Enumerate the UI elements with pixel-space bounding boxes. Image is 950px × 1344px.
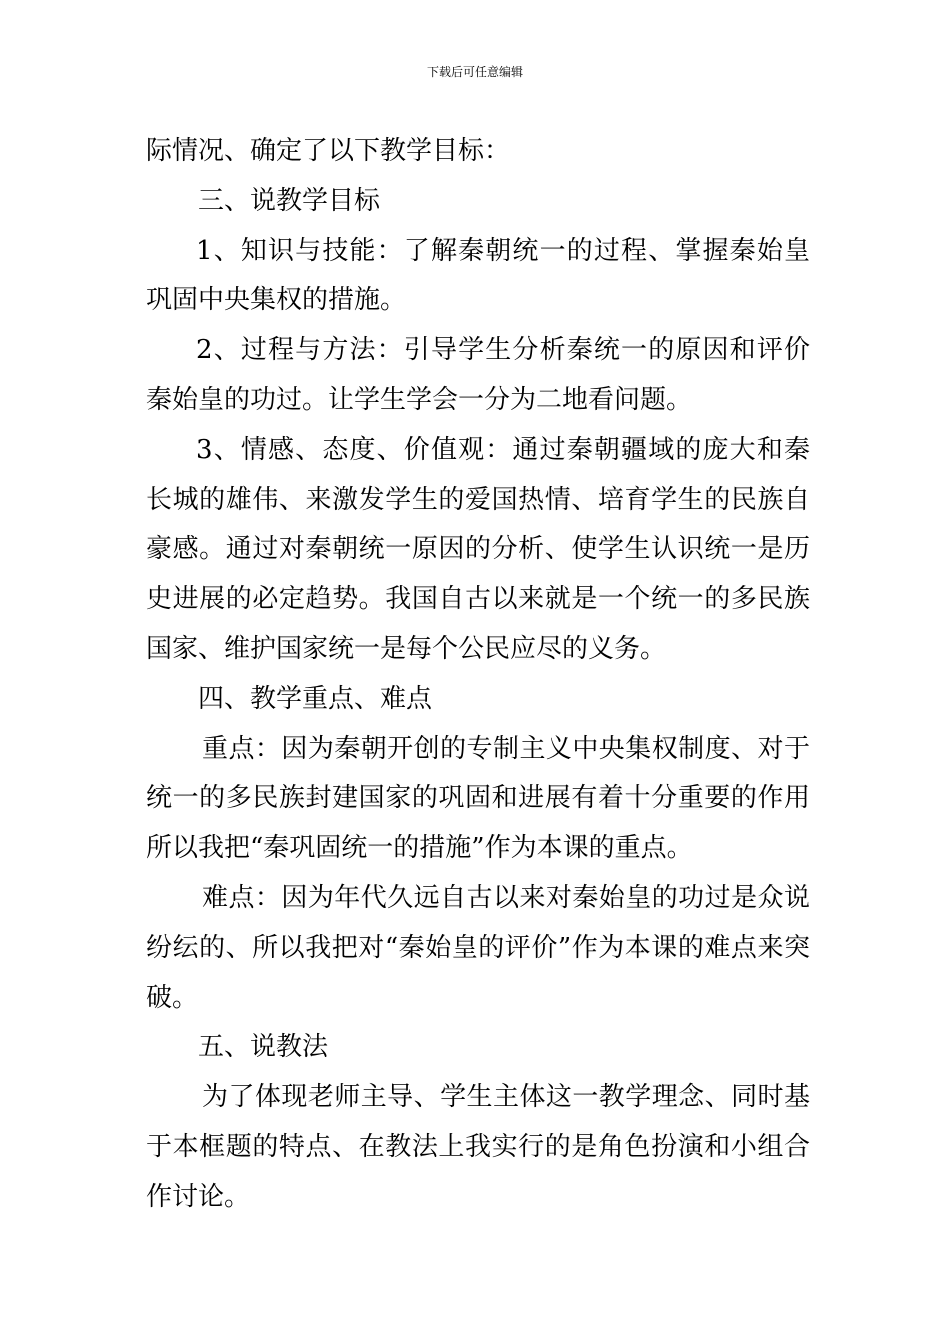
- paragraph-key-point: 重点：因为秦朝开创的专制主义中央集权制度、对于统一的多民族封建国家的巩固和进展有着十分重要的作用所以我把“秦巩固统一的措施”作为本课的重点。: [146, 733, 810, 864]
- section-heading-teaching-goals: 三、说教学目标: [198, 185, 381, 216]
- page-header: 下载后可任意编辑: [426, 65, 523, 79]
- goal-emotion-values: 3、情感、态度、价值观：通过秦朝疆域的庞大和秦长城的雄伟、来激发学生的爱国热情、培育学生的民族自豪感。通过对秦朝统一原因的分析、使学生认识统一是历史进展的必定趋势。我国自古以来就是一个统一的多民族国家、维护国家统一是每个公民应尽的义务。: [146, 434, 810, 664]
- goal-process-methods: 2、过程与方法：引导学生分析秦统一的原因和评价秦始皇的功过。让学生学会一分为二地看问题。: [146, 335, 810, 415]
- paragraph-teaching-method: 为了体现老师主导、学生主体这一教学理念、同时基于本框题的特点、在教法上我实行的是角色扮演和小组合作讨论。: [146, 1082, 810, 1212]
- section-heading-key-points: 四、教学重点、难点: [198, 683, 433, 714]
- paragraph-difficult-point: 难点：因为年代久远自古以来对秦始皇的功过是众说纷纭的、所以我把对“秦始皇的评价”作为本课的难点来突破。: [146, 882, 810, 1013]
- paragraph-continuation: 际情况、确定了以下教学目标：: [146, 136, 511, 166]
- section-heading-teaching-method: 五、说教法: [198, 1032, 329, 1063]
- document-body: [146, 127, 810, 1223]
- goal-knowledge-skills: 1、知识与技能：了解秦朝统一的过程、掌握秦始皇巩固中央集权的措施。: [146, 235, 810, 316]
